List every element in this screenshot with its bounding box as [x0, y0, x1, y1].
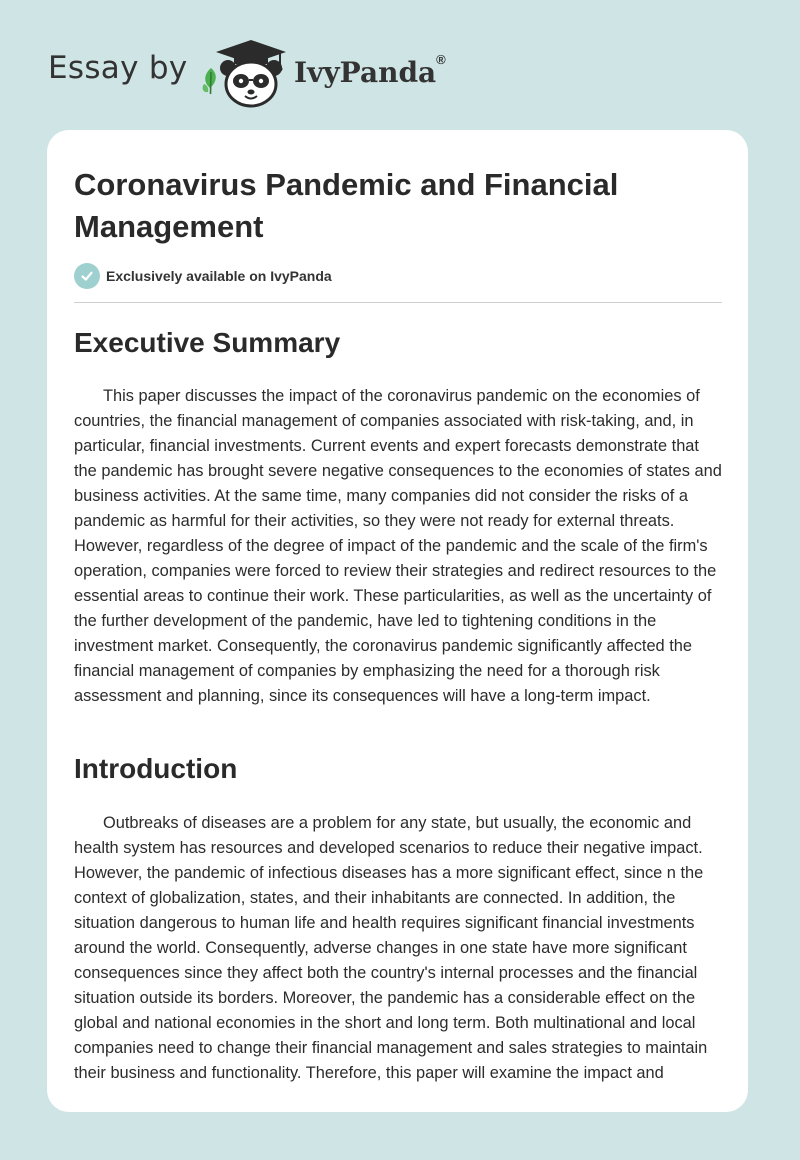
panda-logo-icon[interactable]: [214, 38, 288, 108]
check-icon: [74, 263, 100, 289]
section-heading-executive-summary: Executive Summary: [74, 327, 341, 358]
exclusive-badge: [74, 263, 332, 289]
badge-text: Exclusively available on IvyPanda: [106, 268, 332, 284]
trademark-symbol: ®: [436, 51, 446, 67]
title-divider: [74, 302, 722, 303]
brand-prefix: Essay by: [48, 50, 188, 86]
section-heading-introduction: Introduction: [74, 753, 238, 784]
executive-summary-text: This paper discusses the impact of the coronavirus pandemic on the economies of countries, the financial management of companies associated with risk-taking, and, in particular, financial investments. Current events and expert forecasts demonstrate that the pandemic has brought severe negative consequences to the economies of states and business activities. At the same time, many companies did not consider the risks of a pandemic as harmful for their activities, so they were not ready for external threats. However, regardless of the degree of impact of the pandemic and the scale of the firm's operation, companies were forced to review their strategies and redirect resources to the essential areas to continue their work. These particularities, as well as the uncertainty of the further development of the pandemic, have led to tightening conditions in the investment market. Consequently, the coronavirus pandemic significantly affected the financial management of companies by emphasizing the need for a thorough risk assessment and planning, since its consequences will have a long-term impact.: [74, 387, 722, 705]
site-header: [0, 0, 800, 120]
essay-card: [47, 130, 748, 1112]
introduction-text: Outbreaks of diseases are a problem for any state, but usually, the economic and health system has resources and developed scenarios to reduce their negative impact. However, the pandemic of infectious diseases has a more significant effect, since n the context of globalization, states, and their inhabitants are connected. In addition, the situation dangerous to human life and health requires significant financial investments around the world. Consequently, adverse changes in one state have more significant consequences since they affect both the country's internal processes and the financial situation outside its borders. Moreover, the pandemic has a considerable effect on the global and national economies in the short and long term. Both multinational and local companies need to change their financial management and sales strategies to maintain their business and functionality. Therefore, this paper will examine the impact and: [74, 814, 708, 1082]
page-title: Coronavirus Pandemic and Financial Management: [74, 167, 619, 244]
brand-name[interactable]: IvyPanda®: [294, 51, 446, 89]
